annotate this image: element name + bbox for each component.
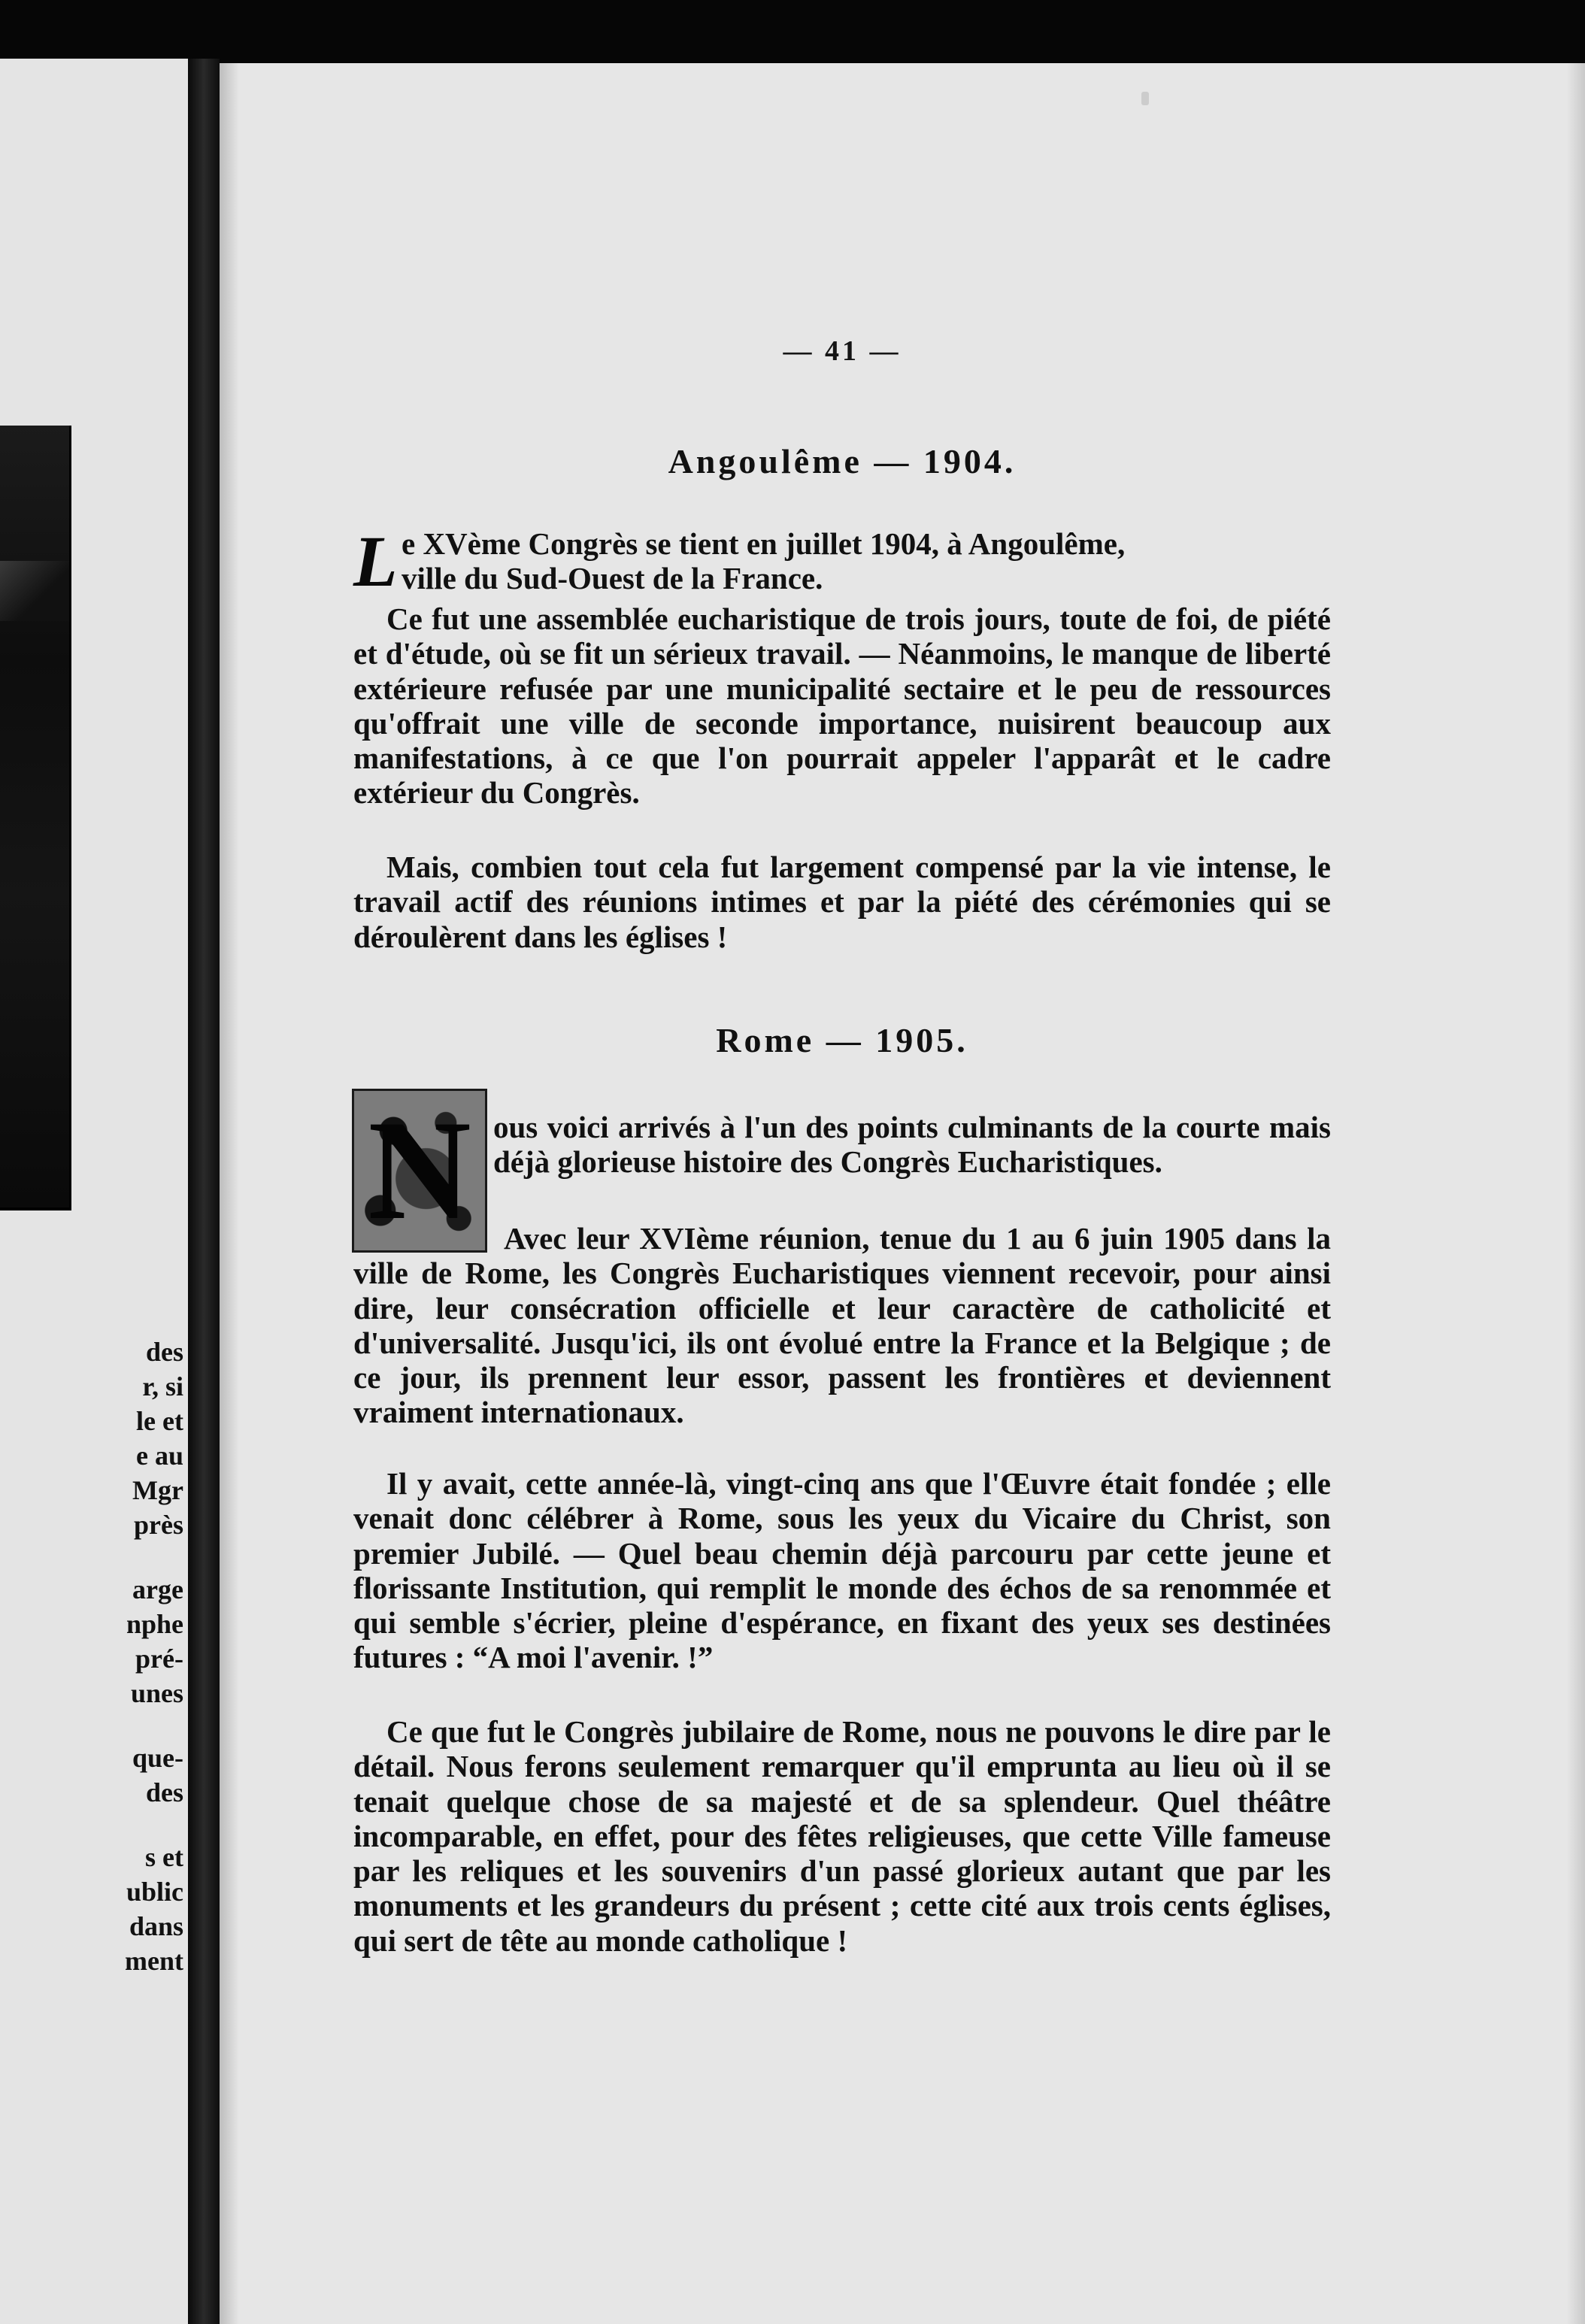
left-line: s et bbox=[145, 1842, 183, 1872]
paragraph-angouleme-2: Ce fut une assemblée eucharistique de trois jours, toute de foi, de piété et d'étude, où se fit un sérieux travail. — Néanmoins, le manque de liberté extérieure refusée par une municipalité sectaire et le peu de ressources qu'offrait une ville de seconde importance, nuisirent beaucoup aux manifestations, à ce que l'on pourrait appeler l'apparât et le cadre extérieur du Congrès. bbox=[353, 601, 1331, 811]
paragraph-angouleme-line-1: e XVème Congrès se tient en juillet 1904, à Angoulême, bbox=[402, 526, 1126, 561]
paragraph-rome-4: Ce que fut le Congrès jubilaire de Rome, nous ne pouvons le dire par le détail. Nous ferons seulement remarquer qu'il emprunta au lieu où il se tenait quelque chose de sa majesté et de sa splendeur. Quel théâtre incomparable, en effet, pour des fêtes religieuses, que cette Ville fameuse par les reliques et les souvenirs d'un passé glorieux autant que par les monuments et les grandeurs du présent ; cette cité aux trois cents églises, qui sert de tête au monde catholique ! bbox=[353, 1714, 1331, 1958]
left-line: ment bbox=[125, 1946, 183, 1976]
left-line: que- bbox=[132, 1743, 183, 1773]
left-page-text-fragments bbox=[125, 1335, 183, 1978]
left-line: des bbox=[145, 1337, 183, 1367]
left-line: des bbox=[145, 1777, 183, 1807]
paragraph-rome-1: ous voici arrivés à l'un des points culminants de la courte mais déjà glorieuse histoire des Congrès Eucharistiques. bbox=[493, 1110, 1331, 1180]
left-line-gap bbox=[125, 1710, 183, 1741]
paragraph-rome-2: Avec leur XVIème réunion, tenue du 1 au 6 juin 1905 dans la ville de Rome, les Congrès Eucharistiques viennent recevoir, pour ainsi dire, leur consécration officielle et leur caractère de catholicité et d'universalité. Jusqu'ici, ils ont évolué entre la France et la Belgique ; de ce jour, ils prennent leur essor, passent les frontières et deviennent vraiment internationaux. bbox=[353, 1221, 1331, 1430]
left-line: dans bbox=[129, 1911, 183, 1941]
book-spine bbox=[188, 59, 220, 2324]
left-line: près bbox=[134, 1510, 183, 1540]
drop-cap-L: L bbox=[353, 521, 398, 601]
left-line: unes bbox=[130, 1678, 183, 1708]
paragraph-rome-3: Il y avait, cette année-là, vingt-cinq ans que l'Œuvre était fondée ; elle venait donc célébrer à Rome, sous les yeux du Vicaire du Christ, son premier Jubilé. — Quel beau chemin déjà parcouru par cette jeune et florissante Institution, qui remplit le monde des échos de sa renommée et qui semble s'écrier, pleine d'espérance, en fixant des yeux ses destinées futures : “A moi l'avenir. !” bbox=[353, 1466, 1331, 1675]
page-speck bbox=[1141, 92, 1149, 105]
left-page-photograph bbox=[0, 426, 71, 1210]
left-line: Mgr bbox=[132, 1475, 183, 1505]
left-line-gap bbox=[125, 1810, 183, 1840]
left-line: le et bbox=[136, 1406, 183, 1436]
left-line: e au bbox=[136, 1441, 183, 1471]
left-line: ublic bbox=[126, 1877, 183, 1907]
paragraph-angouleme-line-2: ville du Sud-Ouest de la France. bbox=[402, 561, 823, 595]
page-number: — 41 — bbox=[783, 335, 902, 367]
left-line-gap bbox=[125, 1542, 183, 1572]
left-line: r, si bbox=[142, 1371, 183, 1401]
paragraph-angouleme-3: Mais, combien tout cela fut largement compensé par la vie intense, le travail actif des réunions intimes et par la piété des cérémonies qui se déroulèrent dans les églises ! bbox=[353, 850, 1331, 954]
left-page bbox=[0, 59, 188, 2324]
left-line: arge bbox=[132, 1574, 183, 1604]
drop-cap-letter: N bbox=[368, 1092, 471, 1250]
left-line: pré- bbox=[135, 1644, 183, 1674]
section-title-rome: Rome — 1905. bbox=[716, 1021, 968, 1059]
section-title-angouleme: Angoulême — 1904. bbox=[668, 442, 1017, 480]
left-line: nphe bbox=[126, 1609, 183, 1639]
